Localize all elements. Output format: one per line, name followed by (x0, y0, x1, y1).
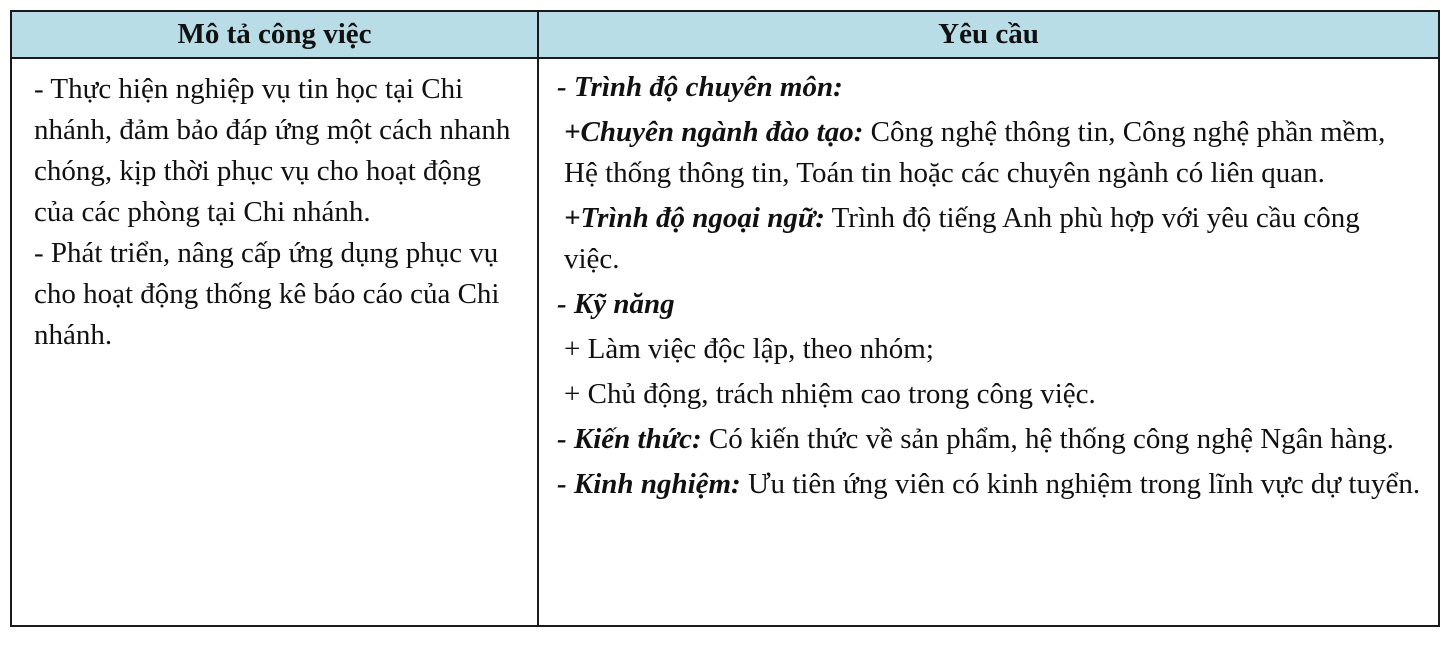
knowledge-text: Có kiến thức về sản phẩm, hệ thống công nghệ Ngân hàng. (701, 423, 1394, 455)
language-label: +Trình độ ngoại ngữ: (564, 202, 825, 234)
language-text: Trình độ tiếng Anh phù hợp với yêu cầu công việc. (564, 202, 1360, 275)
description-item-2: - Phát triển, nâng cấp ứng dụng phục vụ cho hoạt động thống kê báo cáo của Chi nhánh. (34, 237, 500, 351)
description-item-1: - Thực hiện nghiệp vụ tin học tại Chi nhánh, đảm bảo đáp ứng một cách nhanh chóng, kịp thời phục vụ cho hoạt động của các phòng tại Chi nhánh. (34, 73, 511, 228)
major-label: +Chuyên ngành đào tạo: (564, 116, 864, 148)
experience-requirement (557, 464, 1422, 505)
skill-item-1: + Làm việc độc lập, theo nhóm; (564, 333, 934, 365)
experience-text: Ưu tiên ứng viên có kinh nghiệm trong lĩnh vực dự tuyển. (740, 468, 1421, 500)
knowledge-label: - Kiến thức: (557, 423, 702, 455)
job-description-cell (12, 59, 539, 625)
language-requirement (557, 198, 1422, 280)
header-requirements: Yêu cầu (539, 12, 1438, 59)
qualification-heading-text: - Trình độ chuyên môn: (557, 71, 843, 103)
requirements-cell (539, 59, 1438, 625)
skill-item-2: + Chủ động, trách nhiệm cao trong công việc. (564, 378, 1096, 410)
major-text: Công nghệ thông tin, Công nghệ phần mềm, Hệ thống thông tin, Toán tin hoặc các chuyên ngành có liên quan. (564, 116, 1386, 189)
job-table (10, 10, 1440, 627)
header-job-description: Mô tả công việc (12, 12, 539, 59)
skills-heading (557, 284, 1422, 325)
experience-label: - Kinh nghiệm: (557, 468, 741, 500)
qualification-heading (557, 67, 1422, 108)
knowledge-requirement (557, 419, 1422, 460)
skills-heading-text: - Kỹ năng (557, 288, 675, 320)
major-requirement (557, 112, 1422, 194)
